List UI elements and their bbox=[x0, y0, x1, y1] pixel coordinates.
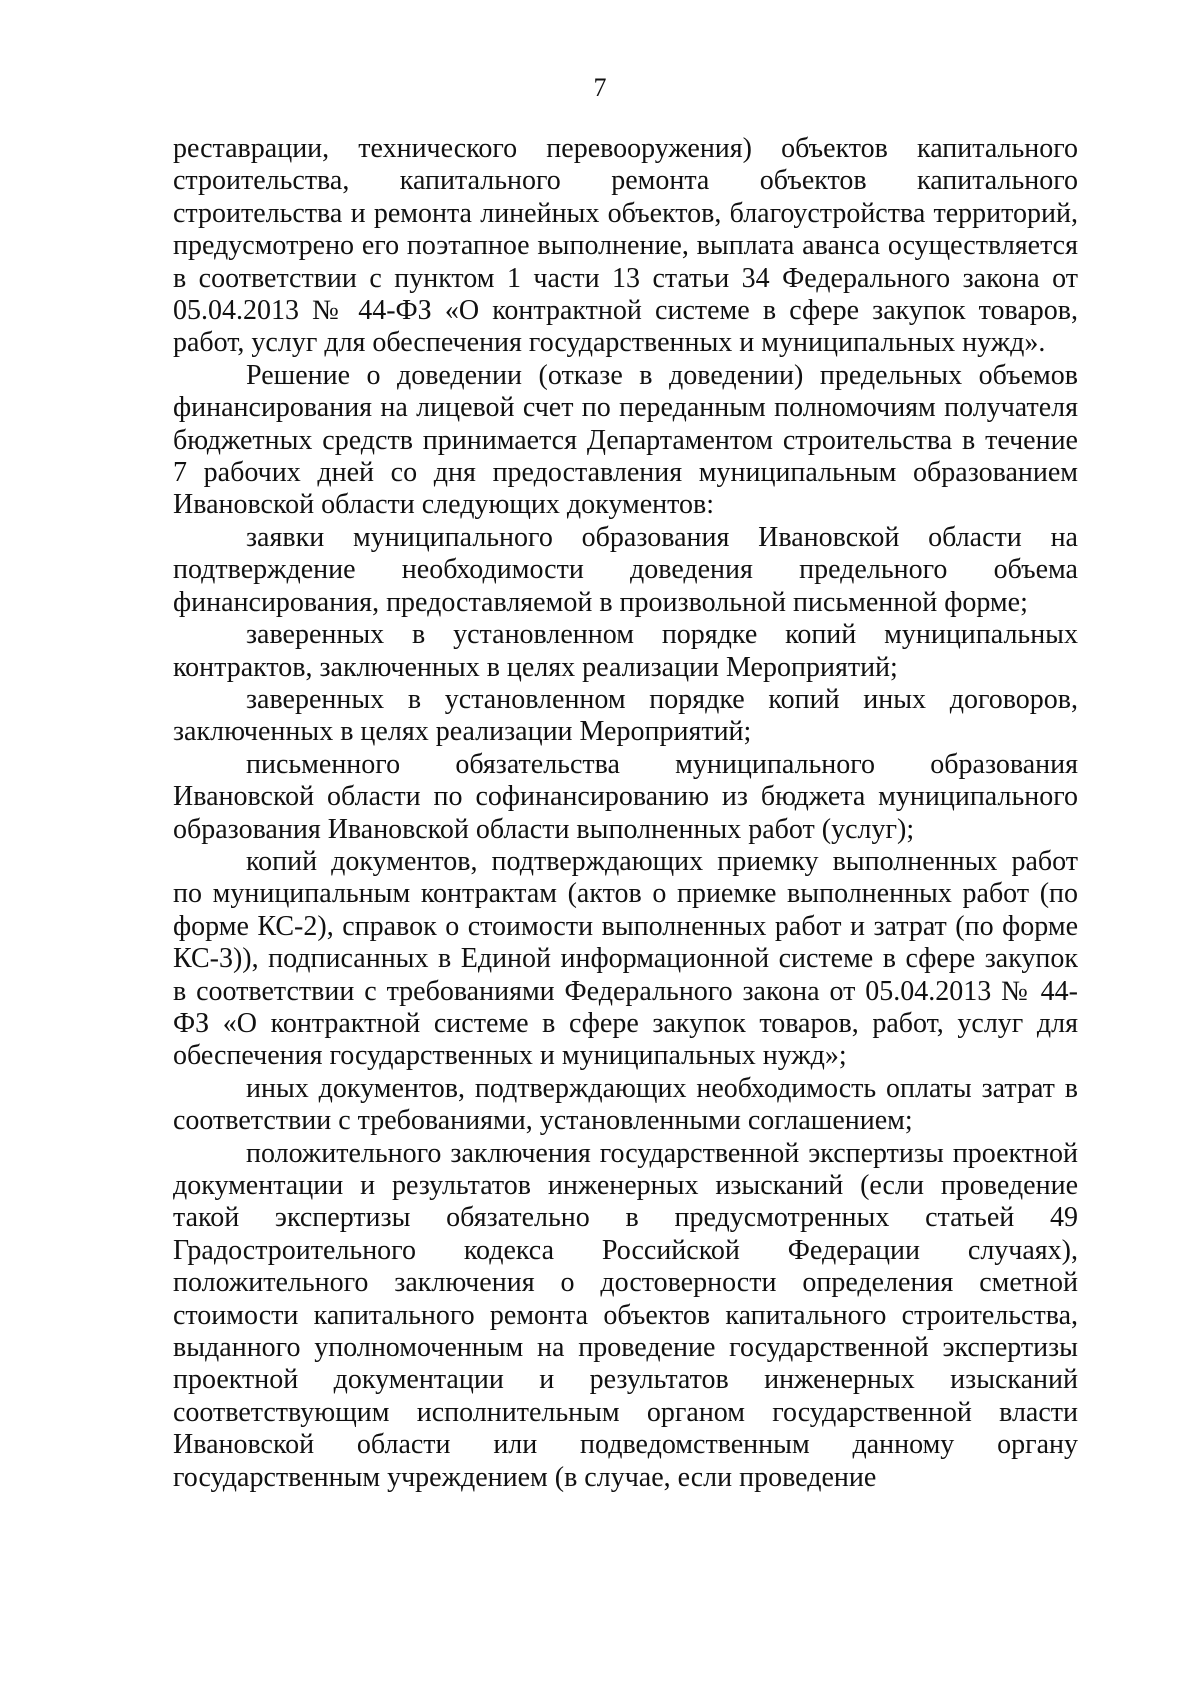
paragraph-continuation: реставрации, технического перевооружения) объектов капитального строительства, капитального ремонта объектов капитального строительства и ремонта линейных объектов, благоустройства территорий, предусмотрено его поэтапное выполнение, выплата аванса осуществляется в соответствии с пунктом 1 части 13 статьи 34 Федерального закона от 05.04.2013 № 44-ФЗ «О контрактной системе в сфере закупок товаров, работ, услуг для обеспечения государственных и муниципальных нужд». bbox=[173, 133, 1078, 359]
list-item-other-documents: иных документов, подтверждающих необходимость оплаты затрат в соответствии с требованиями, установленными соглашением; bbox=[173, 1072, 1078, 1137]
page-number: 7 bbox=[593, 73, 607, 102]
list-item-other-contracts: заверенных в установленном порядке копий иных договоров, заключенных в целях реализации Мероприятий; bbox=[173, 683, 1078, 748]
list-item-acceptance-documents: копий документов, подтверждающих приемку выполненных работ по муниципальным контрактам (актов о приемке выполненных работ (по форме КС-2), справок о стоимости выполненных работ и затрат (по форме КС-3)), подписанных в Единой информационной системе в сфере закупок в соответствии с требованиями Федерального закона от 05.04.2013 № 44-ФЗ «О контрактной системе в сфере закупок товаров, работ, услуг для обеспечения государственных и муниципальных нужд»; bbox=[173, 845, 1078, 1072]
list-item-municipal-contracts: заверенных в установленном порядке копий муниципальных контрактов, заключенных в целях реализации Мероприятий; bbox=[173, 619, 1078, 683]
list-item-cofinancing-obligation: письменного обязательства муниципального образования Ивановской области по софинансированию из бюджета муниципального образования Ивановской области выполненных работ (услуг); bbox=[173, 748, 1078, 845]
paragraph-decision: Решение о доведении (отказе в доведении) предельных объемов финансирования на лицевой счет по переданным полномочиям получателя бюджетных средств принимается Департаментом строительства в течение 7 рабочих дней со дня предоставления муниципальным образованием Ивановской области следующих документов: bbox=[173, 359, 1078, 521]
list-item-expertise-conclusion: положительного заключения государственной экспертизы проектной документации и результатов инженерных изысканий (если проведение такой экспертизы обязательно в предусмотренных статьей 49 Градостроительного кодекса Российской Федерации случаях), положительного заключения о достоверности определения сметной стоимости капитального ремонта объектов капитального строительства, выданного уполномоченным на проведение государственной экспертизы проектной документации и результатов инженерных изысканий соответствующим исполнительным органом государственной власти Ивановской области или подведомственным данному органу государственным учреждением (в случае, если проведение bbox=[173, 1137, 1078, 1493]
document-body bbox=[173, 133, 1078, 1494]
list-item-application: заявки муниципального образования Ивановской области на подтверждение необходимости доведения предельного объема финансирования, предоставляемой в произвольной письменной форме; bbox=[173, 521, 1078, 618]
